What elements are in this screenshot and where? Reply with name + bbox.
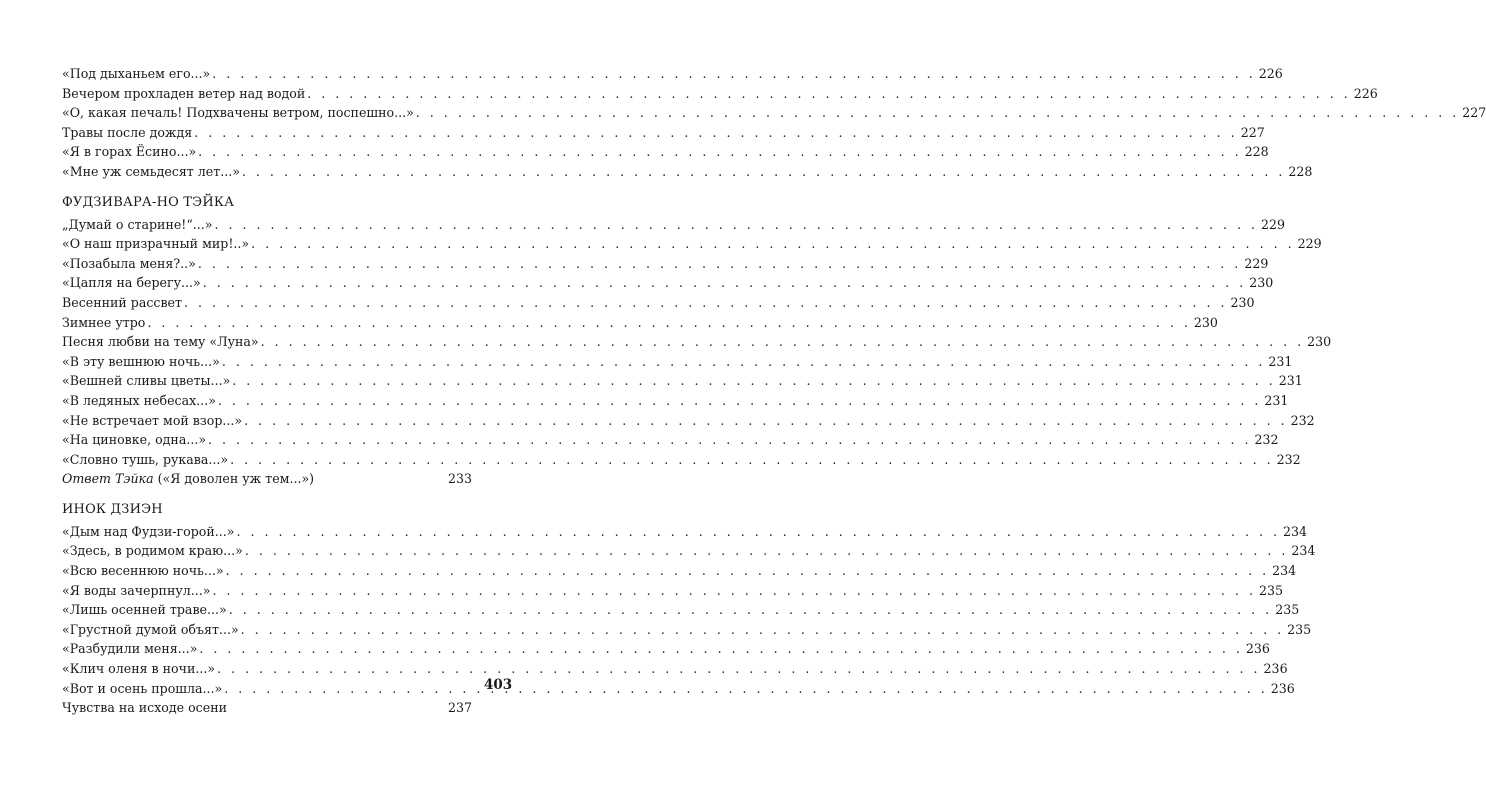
dot-leader (147, 313, 1190, 333)
entry-page-number: 231 (1264, 392, 1289, 408)
entry-page-number: 230 (1230, 294, 1255, 310)
dot-leader (218, 391, 1261, 411)
entry-page-number: 233 (447, 471, 472, 487)
entry-page-number: 231 (1268, 353, 1293, 369)
entry-title: «Не встречает мой взор...» (62, 412, 243, 428)
entry-page-number: 234 (1272, 563, 1297, 579)
dot-leader (261, 332, 1304, 352)
entry-title: Зимнее утро (62, 314, 146, 330)
toc-entry (62, 620, 1312, 640)
entry-title: «Дым над Фудзи-горой...» (62, 523, 235, 539)
toc-entry (62, 313, 1218, 333)
dot-leader (217, 659, 1260, 679)
entry-title-compound (62, 469, 314, 489)
dot-leader (198, 142, 1241, 162)
entry-page-number: 228 (1288, 163, 1313, 179)
dot-leader (199, 639, 1242, 659)
entry-title: «Позабыла меня?..» (62, 255, 196, 271)
entry-page-number: 236 (1263, 661, 1288, 677)
entry-title: Песня любви на тему «Луна» (62, 334, 259, 350)
toc-entry (62, 273, 1274, 293)
toc-entry (62, 659, 1288, 679)
entry-page-number: 237 (447, 700, 472, 716)
entry-title: «В эту вешнюю ночь...» (62, 353, 220, 369)
toc-entry (62, 430, 1279, 450)
entry-page-number: 227 (1462, 105, 1486, 121)
dot-leader (222, 352, 1265, 372)
dot-leader (244, 411, 1287, 431)
dot-leader (416, 103, 1459, 123)
toc-entry (62, 123, 1265, 143)
entry-page-number: 236 (1245, 641, 1270, 657)
dot-leader (208, 430, 1251, 450)
dot-leader (242, 162, 1285, 182)
section-fujiwara-no-teika (62, 193, 1332, 489)
section-heading: ФУДЗИВАРА-НО ТЭЙКА (62, 194, 235, 210)
toc-entry (62, 64, 1283, 84)
entry-title: «Клич оленя в ночи...» (62, 661, 216, 677)
entry-page-number: 234 (1282, 523, 1308, 539)
entry-page-number: 232 (1290, 412, 1315, 428)
entry-title: «Я в горах Ёсино...» (62, 144, 197, 160)
entry-title: «Словно тушь, рукава...» (62, 451, 229, 467)
entry-title: «Грустной думой объят...» (62, 621, 239, 637)
page-number-folio: 403 (484, 677, 513, 693)
entry-page-number: 235 (1275, 602, 1300, 618)
entry-title: «Я воды зачерпнул...» (62, 582, 211, 598)
entry-page-number: 232 (1254, 432, 1279, 448)
entry-title: («Я доволен уж тем...») (153, 471, 315, 487)
entry-title: «Всю весеннюю ночь...» (62, 563, 224, 579)
dot-leader (230, 450, 1273, 470)
toc-entry (62, 352, 1293, 372)
entry-title: «О, какая печаль! Подхвачены ветром, поспешно...» (62, 105, 414, 121)
section-heading: ИНОК ДЗИЭН (62, 501, 163, 517)
toc-entry (62, 162, 1313, 182)
entry-title: «Здесь, в родимом краю...» (62, 543, 243, 559)
entry-title-italic: Ответ Тэйка (62, 471, 154, 487)
toc-entry (62, 142, 1269, 162)
toc-entry (62, 293, 1255, 313)
toc-entry (62, 541, 1316, 561)
dot-leader (212, 581, 1255, 601)
entry-page-number: 235 (1287, 621, 1312, 637)
toc-entry (62, 698, 472, 718)
toc-entry (62, 581, 1283, 601)
entry-title: «Вешней сливы цветы...» (62, 373, 231, 389)
dot-leader (224, 679, 1267, 699)
toc-entry (62, 561, 1297, 581)
dot-leader (307, 84, 1350, 104)
dot-leader (184, 293, 1227, 313)
entry-page-number: 236 (1270, 680, 1295, 696)
entry-page-number: 231 (1278, 373, 1303, 389)
dot-leader (194, 123, 1237, 143)
dot-leader (215, 215, 1258, 235)
toc-entry (62, 215, 1286, 235)
entry-page-number: 235 (1258, 582, 1283, 598)
entry-page-number: 228 (1244, 144, 1269, 160)
entry-page-number: 230 (1193, 314, 1218, 330)
dot-leader (251, 234, 1294, 254)
entry-page-number: 230 (1249, 275, 1274, 291)
entry-title: «О наш призрачный мир!..» (62, 236, 250, 252)
entry-page-number: 232 (1276, 451, 1301, 467)
entry-title: «Разбудили меня...» (62, 641, 198, 657)
entry-title: Чувства на исходе осени (62, 700, 227, 716)
toc-entry (62, 411, 1315, 431)
entry-title: «Цапля на берегу...» (62, 275, 201, 291)
entry-title: «В ледяных небесах...» (62, 392, 216, 408)
entry-title: Травы после дождя (62, 124, 193, 140)
dot-leader (245, 541, 1288, 561)
entry-page-number: 227 (1240, 124, 1265, 140)
dot-leader (241, 620, 1284, 640)
toc-entry (62, 84, 1378, 104)
dot-leader (229, 600, 1272, 620)
dot-leader (203, 273, 1246, 293)
dot-leader (237, 522, 1280, 542)
toc-entry (62, 639, 1270, 659)
entry-title: «Лишь осенней траве...» (62, 602, 227, 618)
toc-entry (62, 600, 1300, 620)
toc-entry (62, 522, 1308, 542)
section-continued (62, 64, 1486, 182)
dot-leader (226, 561, 1269, 581)
entry-title: «На циновке, одна...» (62, 432, 207, 448)
entry-page-number: 230 (1307, 334, 1332, 350)
entry-title: «Под дыханьем его...» (62, 66, 211, 81)
dot-leader (232, 371, 1275, 391)
entry-page-number: 226 (1258, 66, 1283, 81)
entry-page-number: 229 (1244, 255, 1269, 271)
toc-entry (62, 450, 1301, 470)
entry-page-number: 234 (1291, 543, 1316, 559)
toc-entry (62, 371, 1303, 391)
entry-title: Весенний рассвет (62, 294, 182, 310)
entry-page-number: 229 (1297, 236, 1322, 252)
toc-entry (62, 234, 1322, 254)
toc-entry (62, 391, 1289, 411)
entry-page-number: 226 (1353, 85, 1378, 101)
dot-leader (198, 254, 1241, 274)
entry-title: „Думай о старине!“...» (62, 216, 213, 232)
entry-title: «Вот и осень прошла...» (62, 680, 223, 696)
toc-entry (62, 103, 1486, 123)
entry-page-number: 229 (1261, 216, 1286, 232)
toc-entry (62, 332, 1332, 352)
entry-title: Вечером прохладен ветер над водой (62, 85, 306, 101)
entry-title: «Мне уж семьдесят лет...» (62, 163, 240, 179)
toc-entry (62, 469, 472, 489)
dot-leader (212, 64, 1255, 84)
toc-entry (62, 254, 1269, 274)
